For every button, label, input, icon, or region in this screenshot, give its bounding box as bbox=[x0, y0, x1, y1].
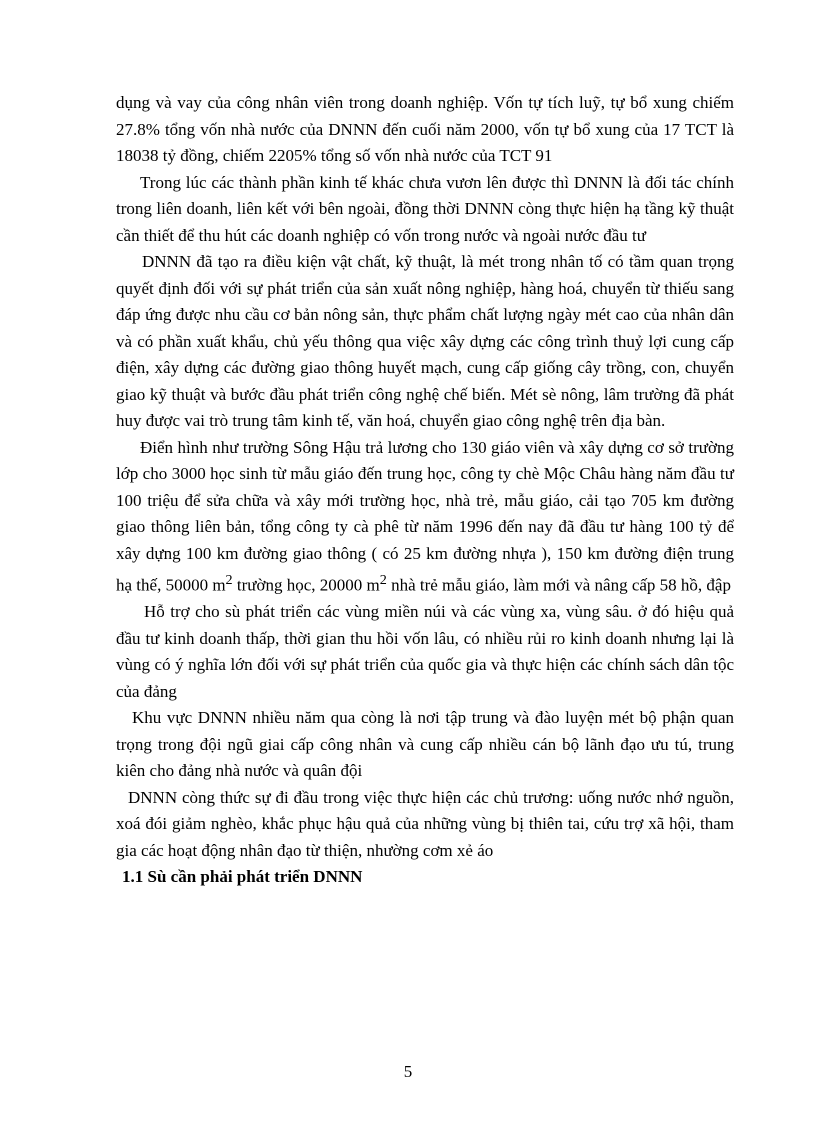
paragraph-6: Khu vực DNNN nhiều năm qua còng là nơi tập trung và đào luyện mét bộ phận quan trọng trong đội ngũ giai cấp công nhân và cung cấp nhiều cán bộ lãnh đạo ưu tú, trung kiên cho đảng nhà nước và quân đội bbox=[116, 708, 734, 781]
paragraph-4-text-b: trường học, 20000 m bbox=[232, 575, 380, 595]
paragraph-2: Trong lúc các thành phần kinh tế khác chưa vươn lên được thì DNNN là đối tác chính trong liên doanh, liên kết với bên ngoài, đồng thời DNNN còng thực hiện hạ tầng kỹ thuật cần thiết để thu hút các doanh nghiệp có vốn trong nước và ngoài nước đầu tư bbox=[116, 172, 734, 245]
paragraph-4-text-a: Điển hình như trường Sông Hậu trả lương cho 130 giáo viên và xây dựng cơ sở trường lớp cho 3000 học sinh từ mẫu giáo đến trung học, công ty chè Mộc Châu hàng năm đầu tư 100 triệu để sửa chữa và xây mới trường học, nhà trẻ, mẫu giáo, cải tạo 705 km đường giao thông liên bản, tổng công ty cà phê từ năm 1996 đến nay đã đầu tư hàng 100 tỷ để xây dựng 100 km đường giao thông ( có 25 km đường nhựa ), 150 km đường điện trung hạ thế, 50000 m bbox=[116, 437, 734, 595]
superscript-square-b: 2 bbox=[379, 572, 387, 588]
section-heading: 1.1 Sù cần phải phát triển DNNN bbox=[122, 867, 363, 887]
superscript-square-a: 2 bbox=[225, 572, 233, 588]
paragraph-5: Hỗ trợ cho sù phát triển các vùng miền núi và các vùng xa, vùng sâu. ở đó hiệu quả đầu tư kinh doanh thấp, thời gian thu hồi vốn lâu, có nhiều rủi ro kinh doanh nhưng lại là vùng có ý nghĩa lớn đối với sự phát triển của quốc gia và thực hiện các chính sách dân tộc của đảng bbox=[116, 602, 734, 701]
paragraph-3: DNNN đã tạo ra điều kiện vật chất, kỹ thuật, là mét trong nhân tố có tầm quan trọng quyết định đối với sự phát triển của sản xuất nông nghiệp, hàng hoá, chuyển từ thiếu sang đáp ứng được nhu cầu cơ bản nông sản, thực phẩm chất lượng ngày mét cao của nhân dân và có phần xuất khẩu, chủ yếu thông qua việc xây dựng các công trình thuỷ lợi cung cấp điện, xây dựng các đường giao thông huyết mạch, cung cấp giống cây trồng, con, chuyển giao kỹ thuật và bước đầu phát triển công nghệ chế biến. Mét sè nông, lâm trường đã phát huy được vai trò trung tâm kinh tế, văn hoá, chuyển giao công nghệ trên địa bàn. bbox=[116, 252, 734, 430]
page-number: 5 bbox=[403, 1062, 413, 1081]
paragraph-4-text-c: nhà trẻ mẫu giáo, làm mới và nâng cấp 58 hồ, đập bbox=[386, 575, 731, 595]
paragraph-1: dụng và vay của công nhân viên trong doanh nghiệp. Vốn tự tích luỹ, tự bổ xung chiếm 27.8% tổng vốn nhà nước của DNNN đến cuối năm 2000, vốn tự bổ xung của 17 TCT là 18038 tỷ đồng, chiếm 2205% tổng số vốn nhà nước của TCT 91 bbox=[116, 93, 734, 165]
paragraph-4 bbox=[116, 435, 734, 600]
paragraph-7: DNNN còng thức sự đi đầu trong việc thực hiện các chủ trương: uống nước nhớ nguồn, xoá đói giảm nghèo, khắc phục hậu quả của những vùng bị thiên tai, cứu trợ xã hội, tham gia các hoạt động nhân đạo từ thiện, nhường cơm xẻ áo bbox=[116, 787, 734, 860]
document-page bbox=[116, 90, 734, 891]
